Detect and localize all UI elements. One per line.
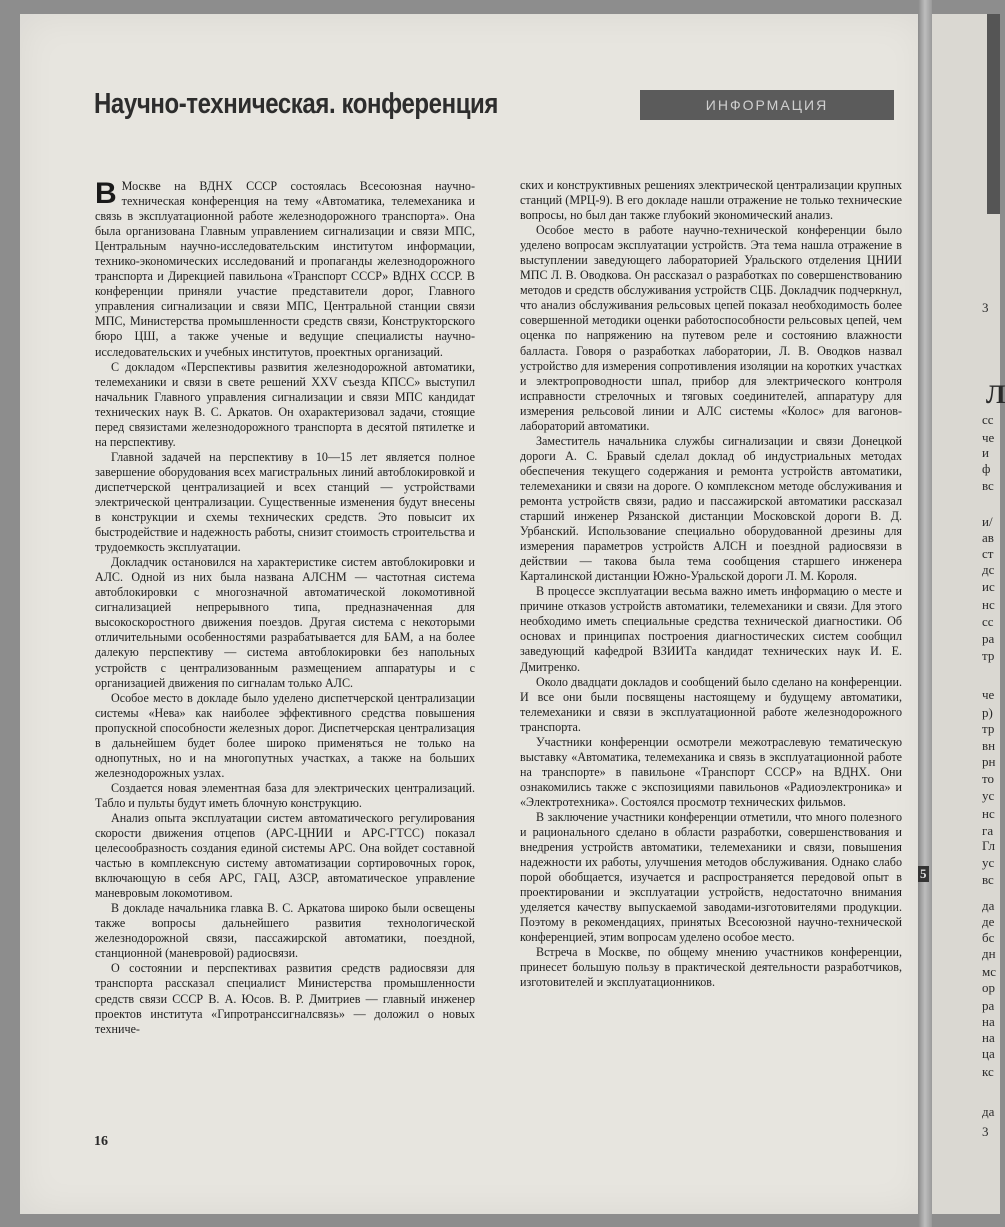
article-paragraph: Особое место в работе научно-технической конференции было уделено вопросам эксплуатации устройств. Эта тема нашла отражение в выступлении заведующего лабораторией Уральского отделения ЦНИИ МПС Л. В. Оводкова. Он рассказал о разработках по совершенствованию методов и средств обслуживания устройств СЦБ. Докладчик подчеркнул, что анализ обслуживания рельсовых цепей показал необходимость более совершенной методики оценки работоспособности рельсовых цепей, чем оценка по напряжению на путевом реле и состоянию влажности балласта. Говоря о разработках лаборатории, Л. В. Оводков назвал устройство для измерения сопротивления изоляции на коротких участках и электропроводности шпал, прибор для электрического контроля исправности стрелочных и тяговых соединителей, аппаратуру для измерения рельсовой линии и АЛС системы «Колос» для вагонов-лабораторий автоматики. [520, 223, 902, 433]
adjacent-page-fragment: вс [982, 872, 994, 887]
adjacent-page-fragment: рн [982, 754, 996, 769]
binding-gutter [918, 0, 932, 1227]
adjacent-page-fragment: ус [982, 855, 995, 870]
magazine-page [20, 14, 926, 1214]
adjacent-page-fragment: 3 [982, 300, 989, 315]
adjacent-page-fragment: на [982, 1030, 995, 1045]
article-paragraph: Докладчик остановился на характеристике систем автоблокировки и АЛС. Одной из них была названа АЛСНМ — частотная система автоблокировки с многозначной автоматической локомотивной сигнализацией непрерывного типа, предназначенная для высокоскоростного движения поездов. Другая система с некоторыми отличительными особенностями разрабатывается для БАМ, а на более далекую перспективу — система автоблокировки без напольных устройств с централизованным размещением аппаратуры и с организацией движения по сигналам только АЛС. [95, 555, 475, 690]
adjacent-page-fragment: да [982, 898, 995, 913]
adjacent-page-fragment: 5 [920, 866, 927, 881]
article-paragraph: Встреча в Москве, по общему мнению участников конференции, принесет большую пользу в практической деятельности разработчиков, изготовителей и эксплуатационников. [520, 945, 902, 990]
adjacent-page-fragment: ф [982, 461, 991, 476]
adjacent-page-fragment: ис [982, 579, 995, 594]
article-paragraph: В процессе эксплуатации весьма важно иметь информацию о месте и причине отказов устройств автоматики, телемеханики и связи. Для этого необходимо иметь специальные средства технической диагностики. Об основах и принципах построения диагностических систем сообщил заведующий кафедрой ВЗИИТа кандидат технических наук И. Е. Дмитренко. [520, 584, 902, 674]
adjacent-page-fragment: тр [982, 648, 995, 663]
article-paragraph [95, 179, 475, 360]
page-number: 16 [94, 1134, 108, 1149]
article-paragraph: Главной задачей на перспективу в 10—15 лет является полное завершение оборудования всех магистральных линий автоблокировкой и диспетчерской централизацией и всех станций — устройствами электрической централизации. Существенные изменения будут внесены в конструкции и схемы технических средств. Это повысит их быстродействие и надежность работы, снизит стоимость строительства и трудоемкость эксплуатации. [95, 449, 475, 555]
drop-cap: В [95, 177, 117, 210]
adjacent-page-fragment: то [982, 771, 995, 786]
adjacent-page-bar [987, 14, 1000, 214]
article-paragraph: Особое место в докладе было уделено диспетчерской централизации системы «Нева» как наиболее эффективного средства повышения пропускной способности железных дорог. Диспетчерская централизация в дальнейшем будет более широко применяться не только на однопутных, но и на многопутных участках, а также на больших железнодорожных узлах. [95, 690, 475, 780]
article-paragraph: Заместитель начальника службы сигнализации и связи Донецкой дороги А. С. Бравый сделал доклад об индустриальных методах обеспечения текущего содержания и ремонта устройств автоматики, телемеханики и связи на дороге. О комплексном методе обслуживания и ремонта устройств связи, радио и пассажирской автоматики рассказал старший инженер Рязанской дистанции Московской дороги В. Д. Урбанский. Использование специально оборудованной дрезины для измерения параметров устройств АЛСН и поездной радиосвязи в действии — такова была тема сообщения старшего инженера Карталинской дистанции Южно-Уральской дороги Л. М. Короля. [520, 433, 902, 584]
adjacent-page-fragment: га [982, 823, 994, 838]
adjacent-page-fragment: ус [982, 788, 995, 803]
adjacent-page-fragment: де [982, 914, 995, 929]
adjacent-page-fragment: Л [986, 380, 1005, 409]
article-paragraph: В заключение участники конференции отметили, что много полезного и рационального сделано в области разработки, совершенствования и внедрения устройств автоматики, телемеханики и связи, повышения надежности их работы, улучшения методов обслуживания. Однако слабо порой обобщается, изучается и распространяется передовой опыт в проектировании и эксплуатации устройств, недостаточно внимания уделяется качеству выпускаемой заводами-изготовителями продукции. Поэтому в рекомендациях, принятых Всесоюзной научно-технической конференцией, этим вопросам уделено особое место. [520, 809, 902, 945]
adjacent-page-fragment: 3 [982, 1124, 989, 1139]
article-paragraph: Создается новая элементная база для электрических централизаций. Табло и пульты будут иметь блочную конструкцию. [95, 780, 475, 810]
article-paragraph: ских и конструктивных решениях электрической централизации крупных станций (МРЦ-9). В его докладе нашли отражение не только технические вопросы, но был дан также глубокий экономический анализ. [520, 178, 902, 223]
article-paragraph: О состоянии и перспективах развития средств радиосвязи для транспорта рассказал специалист Министерства промышленности средств связи СССР В. А. Юсов. В. Р. Дмитриев — главный инженер проектов института «Гипротранссигналсвязь» — доложил о новых техниче- [95, 961, 475, 1036]
adjacent-page-fragment: ра [982, 998, 995, 1013]
adjacent-page-fragment: ор [982, 980, 995, 995]
adjacent-page-edge [920, 14, 1005, 1214]
article-column-left [95, 179, 475, 1037]
adjacent-page-fragment: ра [982, 631, 995, 646]
article-column-right [520, 178, 902, 991]
article-paragraph: Анализ опыта эксплуатации систем автоматического регулирования скорости движения отцепов (АРС-ЦНИИ и АРС-ГТСС) показал целесообразность создания единой системы АРС. Она войдет составной частью в комплексную систему автоматизации сортировочных горок, включающую в себя АРС, ГАЦ, АЗСР, автоматическое управление маневровым локомотивом. [95, 810, 475, 901]
paragraph-text: Москве на ВДНХ СССР состоялась Всесоюзная научно-техническая конференция на тему «Автоматика, телемеханика и связь в эксплуатационной работе железнодорожного транспорта». Она была организована Главным управлением сигнализации и связи МПС, Центральным научно-исследовательским институтом информации, технико-экономических исследований и пропаганды железнодорожного транспорта и Дирекцией павильона «Транспорт СССР» ВДНХ СССР. В конференции приняли участие представители дорог, Главного управления сигнализации и связи МПС, Центральной станции связи МПС, Министерства промышленности средств связи, Конструкторского бюро ЦШ, а также ученые и ведущие специалисты научно-исследовательских и учебных институтов, проектных организаций. [95, 179, 475, 359]
adjacent-page-fragment: мс [982, 964, 996, 979]
adjacent-page-fragment: сс [982, 412, 994, 427]
article-title: Научно-техническая. конференция [94, 88, 499, 120]
adjacent-page-fragment: че [982, 430, 995, 445]
adjacent-page-fragment: Гл [982, 838, 996, 853]
adjacent-page-fragment: и [982, 445, 989, 460]
adjacent-page-fragment: че [982, 687, 995, 702]
adjacent-page-fragment: тр [982, 721, 995, 736]
article-paragraph: В докладе начальника главка В. С. Аркатова широко были освещены также вопросы дальнейшего развития технологической железнодорожной связи, пассажирской автоматики, поездной, станционной (маневровой) радиосвязи. [95, 901, 475, 961]
adjacent-page-fragment: сс [982, 614, 994, 629]
adjacent-page-fragment: ст [982, 546, 994, 561]
adjacent-page-fragment: бс [982, 930, 995, 945]
article-paragraph: Около двадцати докладов и сообщений было сделано на конференции. И все они были посвящены настоящему и будущему автоматики, телемеханики и связи в эксплуатационной работе железнодорожного транспорта. [520, 674, 902, 734]
adjacent-page-fragment: р) [982, 705, 993, 720]
adjacent-page-fragment: нс [982, 806, 995, 821]
adjacent-page-fragment: да [982, 1104, 995, 1119]
adjacent-page-fragment: нс [982, 597, 995, 612]
adjacent-page-fragment: и/ [982, 514, 993, 529]
adjacent-page-fragment: вс [982, 478, 994, 493]
article-paragraph: Участники конференции осмотрели межотраслевую тематическую выставку «Автоматика, телемеханика и связь в эксплуатационной работе на транспорте» в павильоне «Транспорт СССР» на ВДНХ. Они ознакомились также с экспозициями павильонов «Радиоэлектроника» и «Электротехника». Состоялся просмотр технических фильмов. [520, 734, 902, 809]
article-paragraph: С докладом «Перспективы развития железнодорожной автоматики, телемеханики и связи в свете решений XXV съезда КПСС» выступил начальник Главного управления сигнализации и связи МПС кандидат технических наук В. С. Аркатов. Он охарактеризовал задачи, стоящие перед связистами железнодорожного транспорта в десятой пятилетке и на перспективу. [95, 359, 475, 449]
adjacent-page-fragment: на [982, 1014, 995, 1029]
adjacent-page-fragment: дс [982, 562, 995, 577]
adjacent-page-fragment: ца [982, 1046, 995, 1061]
adjacent-page-fragment: дн [982, 946, 996, 961]
section-badge: ИНФОРМАЦИЯ [640, 90, 894, 120]
adjacent-page-fragment: кс [982, 1064, 994, 1079]
adjacent-page-fragment: вн [982, 738, 996, 753]
adjacent-page-fragment: ав [982, 530, 994, 545]
